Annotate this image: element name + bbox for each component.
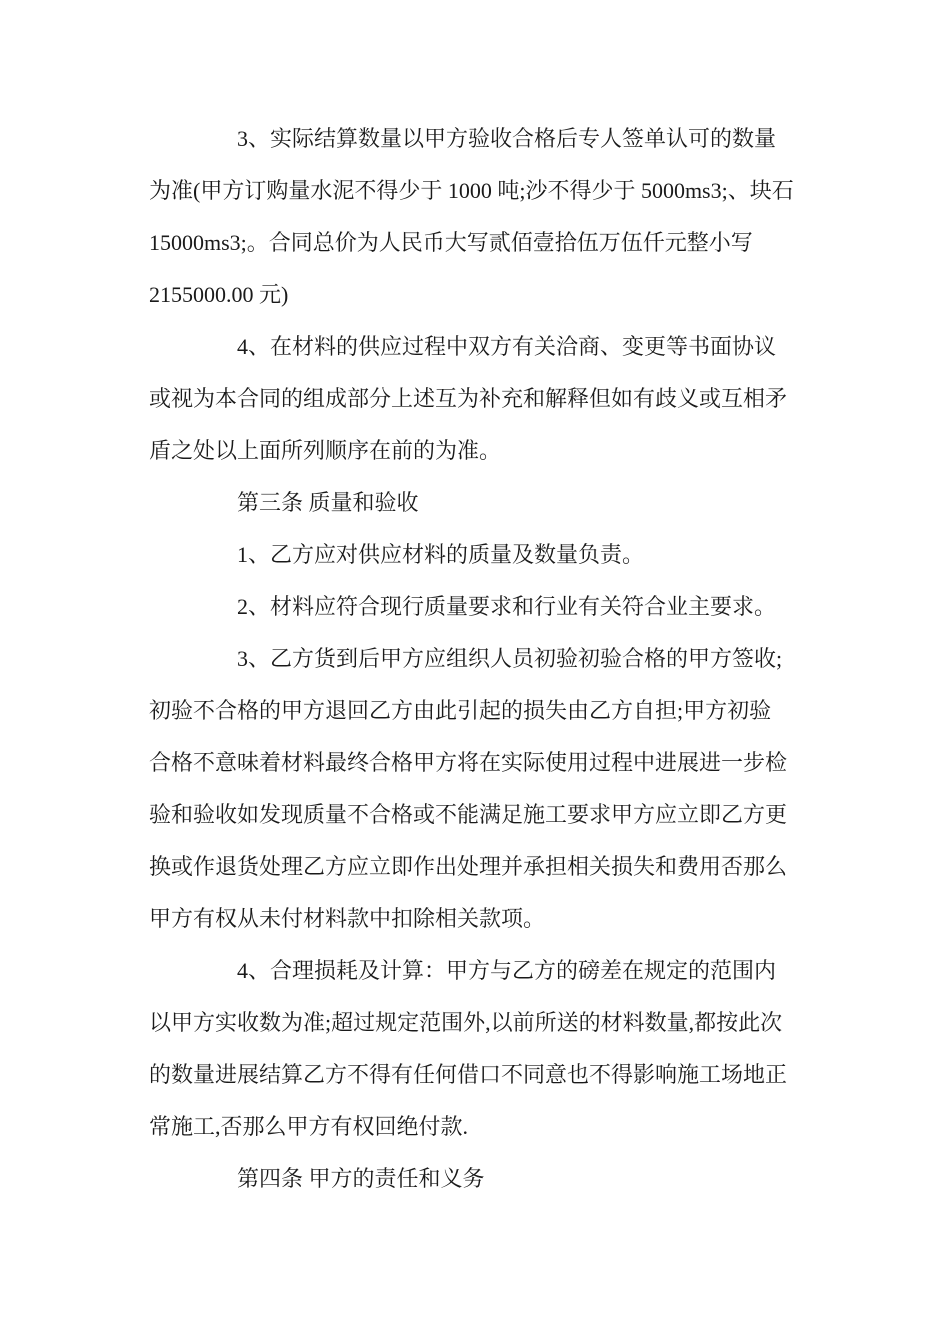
clause-3-item-4-line-3: 的数量进展结算乙方不得有任何借口不同意也不得影响施工场地正 <box>149 1062 788 1087</box>
clause-2-item-4-line-2: 或视为本合同的组成部分上述互为补充和解释但如有歧义或互相矛 <box>149 386 788 411</box>
clause-3-item-4-line-1: 4、合理损耗及计算：甲方与乙方的磅差在规定的范围内 <box>237 958 777 983</box>
clause-3-item-3-line-5: 换或作退货处理乙方应立即作出处理并承担相关损失和费用否那么 <box>149 854 788 879</box>
clause-2-item-3-line-1: 3、实际结算数量以甲方验收合格后专人签单认可的数量 <box>237 126 777 151</box>
clause-2-item-3-line-3: 15000ms3;。合同总价为人民币大写贰佰壹拾伍万伍仟元整小写 <box>149 230 753 255</box>
clause-2-item-4-line-3: 盾之处以上面所列顺序在前的为准。 <box>149 438 502 463</box>
clause-3-item-3-line-4: 验和验收如发现质量不合格或不能满足施工要求甲方应立即乙方更 <box>149 802 788 827</box>
clause-3-item-4-line-4: 常施工,否那么甲方有权回绝付款. <box>149 1114 469 1139</box>
clause-2-item-4-line-1: 4、在材料的供应过程中双方有关洽商、变更等书面协议 <box>237 334 777 359</box>
clause-2-item-3-line-2: 为准(甲方订购量水泥不得少于 1000 吨;沙不得少于 5000ms3;、块石 <box>149 178 794 203</box>
clause-4-heading: 第四条 甲方的责任和义务 <box>237 1166 485 1191</box>
clause-3-item-1: 1、乙方应对供应材料的质量及数量负责。 <box>237 542 645 567</box>
clause-3-item-2: 2、材料应符合现行质量要求和行业有关符合业主要求。 <box>237 594 777 619</box>
clause-3-item-4-line-2: 以甲方实收数为准;超过规定范围外,以前所送的材料数量,都按此次 <box>149 1010 783 1035</box>
clause-3-heading: 第三条 质量和验收 <box>237 490 419 515</box>
clause-2-item-3-line-4: 2155000.00 元) <box>149 282 289 307</box>
clause-3-item-3-line-2: 初验不合格的甲方退回乙方由此引起的损失由乙方自担;甲方初验 <box>149 698 772 723</box>
clause-3-item-3-line-3: 合格不意味着材料最终合格甲方将在实际使用过程中进展进一步检 <box>149 750 788 775</box>
clause-3-item-3-line-1: 3、乙方货到后甲方应组织人员初验初验合格的甲方签收; <box>237 646 783 671</box>
clause-3-item-3-line-6: 甲方有权从未付材料款中扣除相关款项。 <box>149 906 546 931</box>
